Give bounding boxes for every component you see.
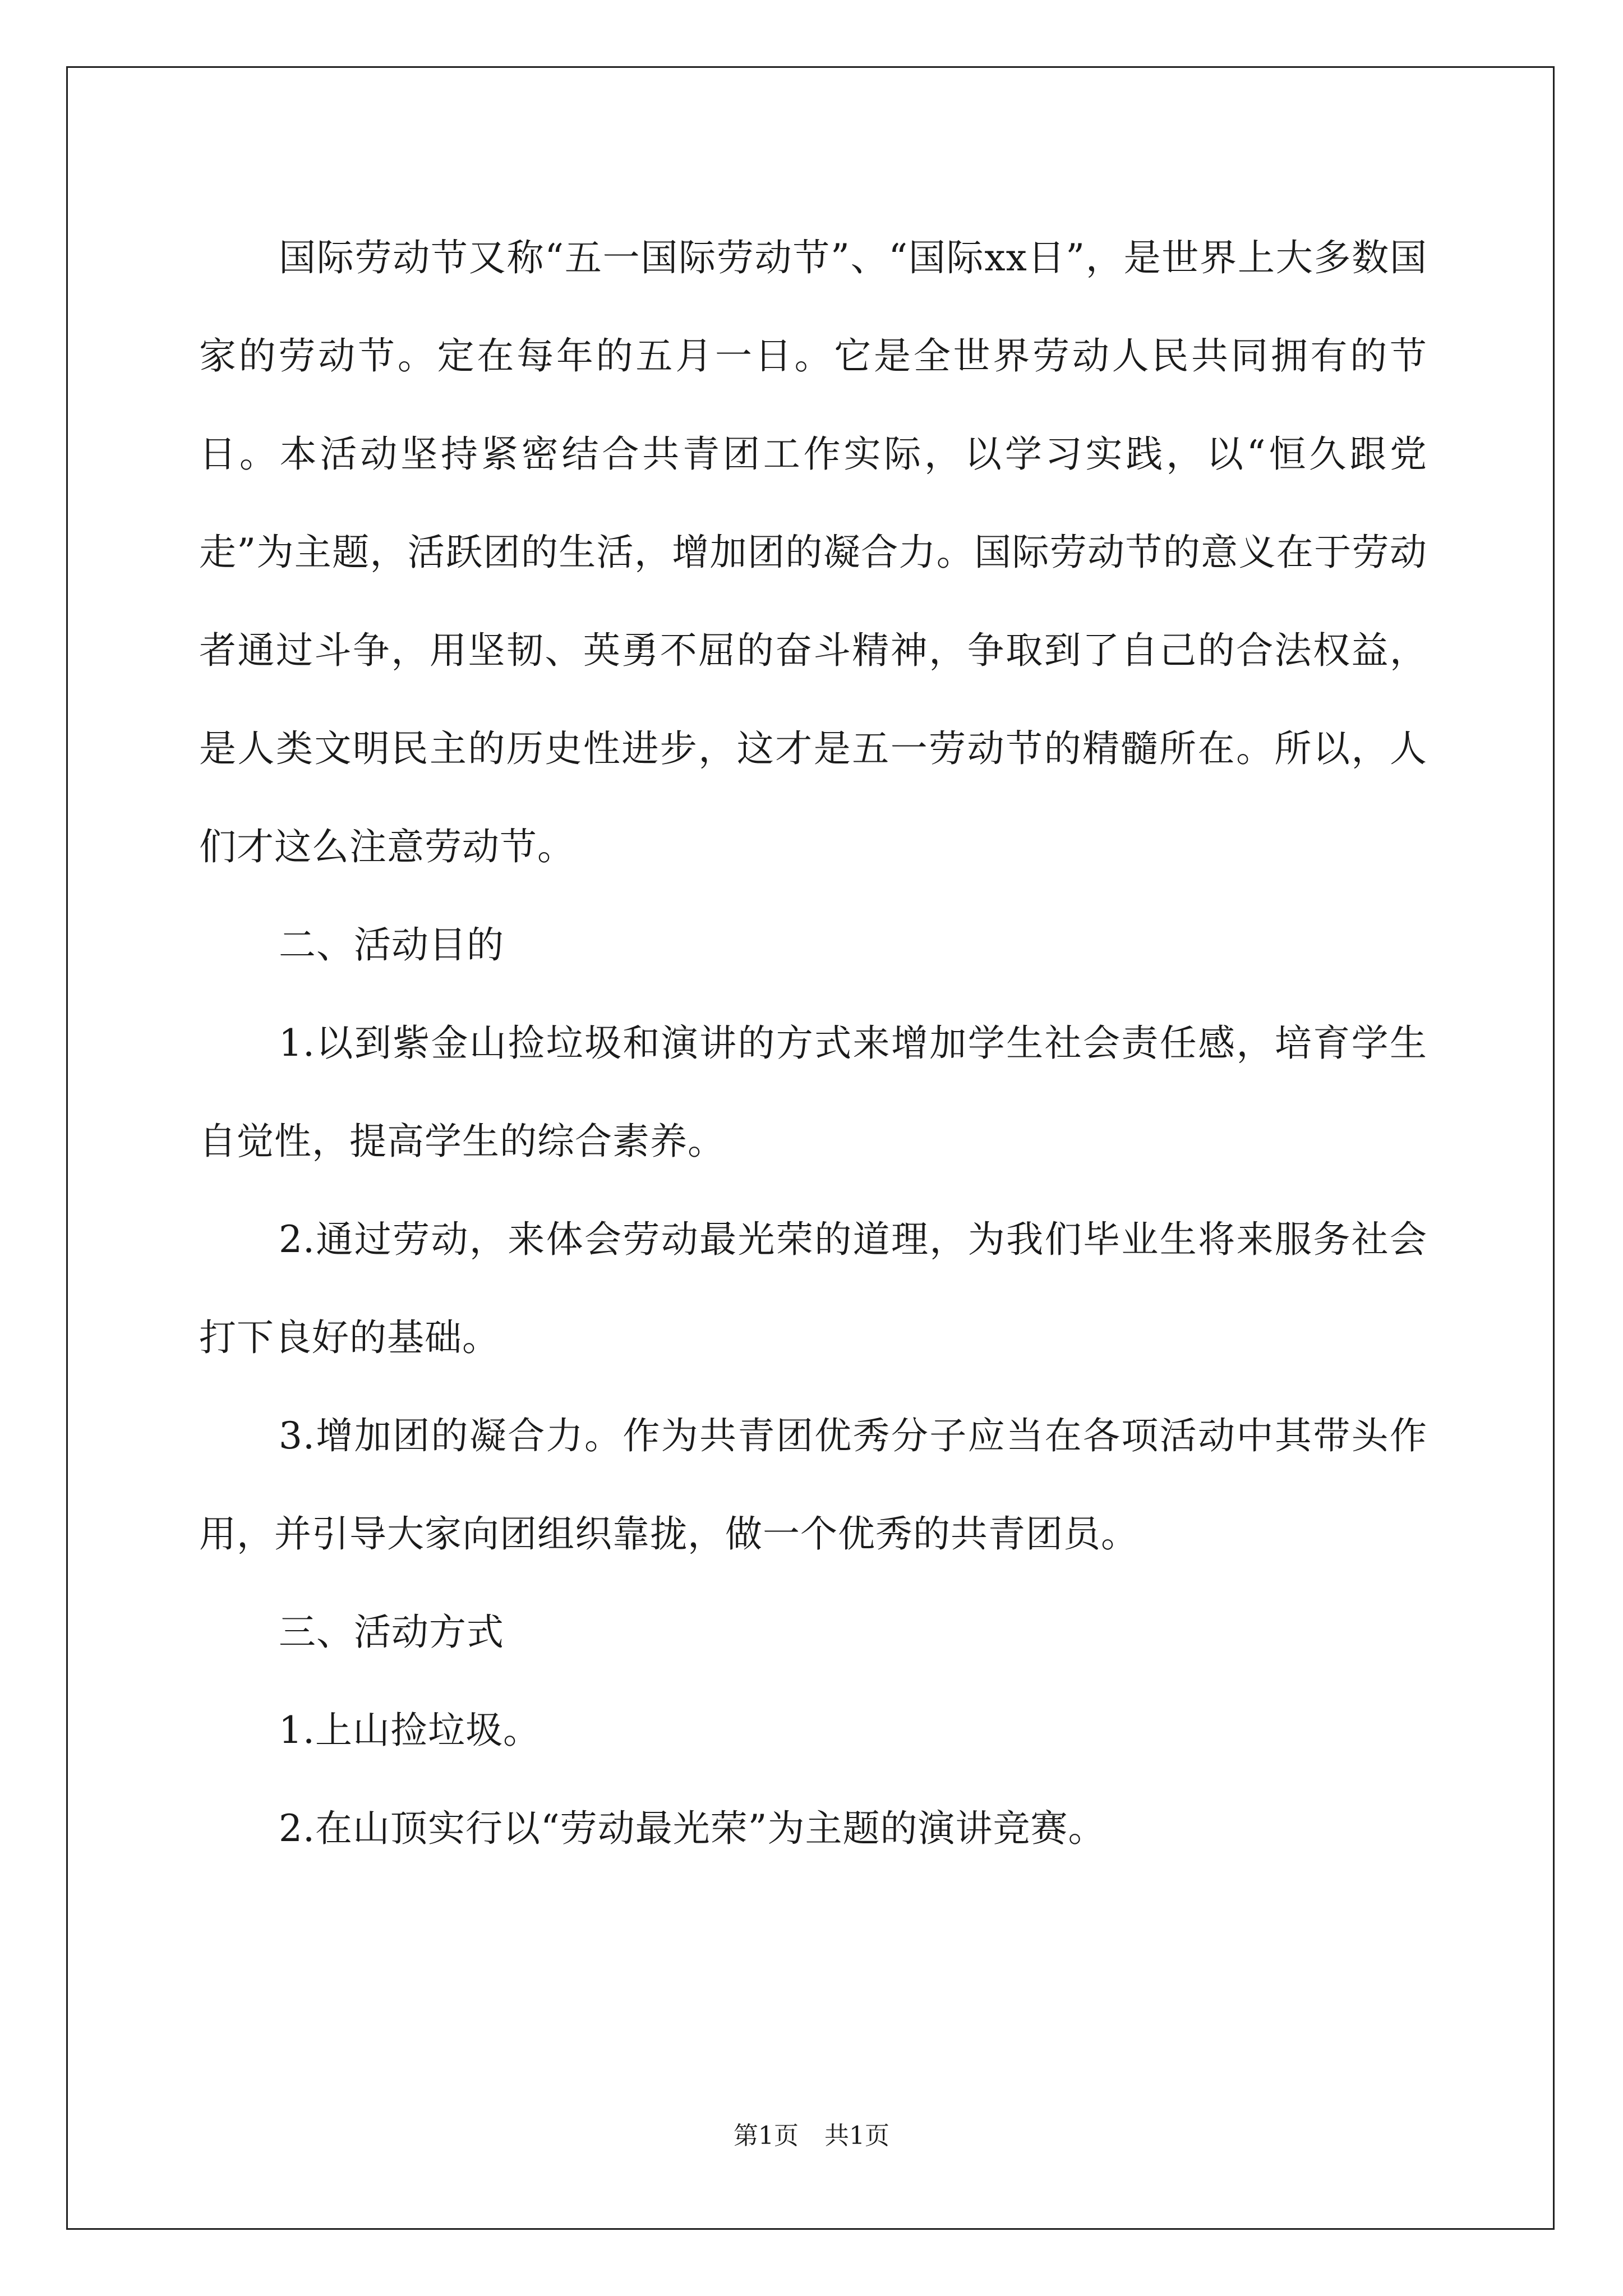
intro-paragraph: 国际劳动节又称“五一国际劳动节”、“国际xx日”，是世界上大多数国家的劳动节。定在每年的五月一日。它是全世界劳动人民共同拥有的节日。本活动坚持紧密结合共青团工作实际，以学习实践，以“恒久跟党走”为主题，活跃团的生活，增加团的凝合力。国际劳动节的意义在于劳动者通过斗争，用坚韧、英勇不屈的奋斗精神，争取到了自己的合法权益，是人类文明民主的历史性进步，这才是五一劳动节的精髓所在。所以，人们才这么注意劳动节。 xyxy=(199,236,1427,868)
purpose-item-3: 3.增加团的凝合力。作为共青团优秀分子应当在各项活动中其带头作用，并引导大家向团组织靠拢，做一个优秀的共青团员。 xyxy=(199,1414,1427,1556)
method-item-2: 2.在山顶实行以“劳动最光荣”为主题的演讲竞赛。 xyxy=(279,1807,1106,1850)
page-number-current: 第1页 xyxy=(734,2122,799,2150)
purpose-item-1: 1.以到紫金山捡垃圾和演讲的方式来增加学生社会责任感，培育学生自觉性，提高学生的综合素养。 xyxy=(199,1022,1427,1163)
page-footer xyxy=(0,2119,1623,2153)
page-number-total: 共1页 xyxy=(824,2122,889,2150)
section-heading-method: 三、活动方式 xyxy=(279,1611,504,1654)
purpose-item-2: 2.通过劳动，来体会劳动最光荣的道理，为我们毕业生将来服务社会打下良好的基础。 xyxy=(199,1218,1427,1359)
document-body xyxy=(199,209,1427,1878)
method-item-1: 1.上山捡垃圾。 xyxy=(279,1709,541,1752)
section-heading-purpose: 二、活动目的 xyxy=(279,923,504,967)
